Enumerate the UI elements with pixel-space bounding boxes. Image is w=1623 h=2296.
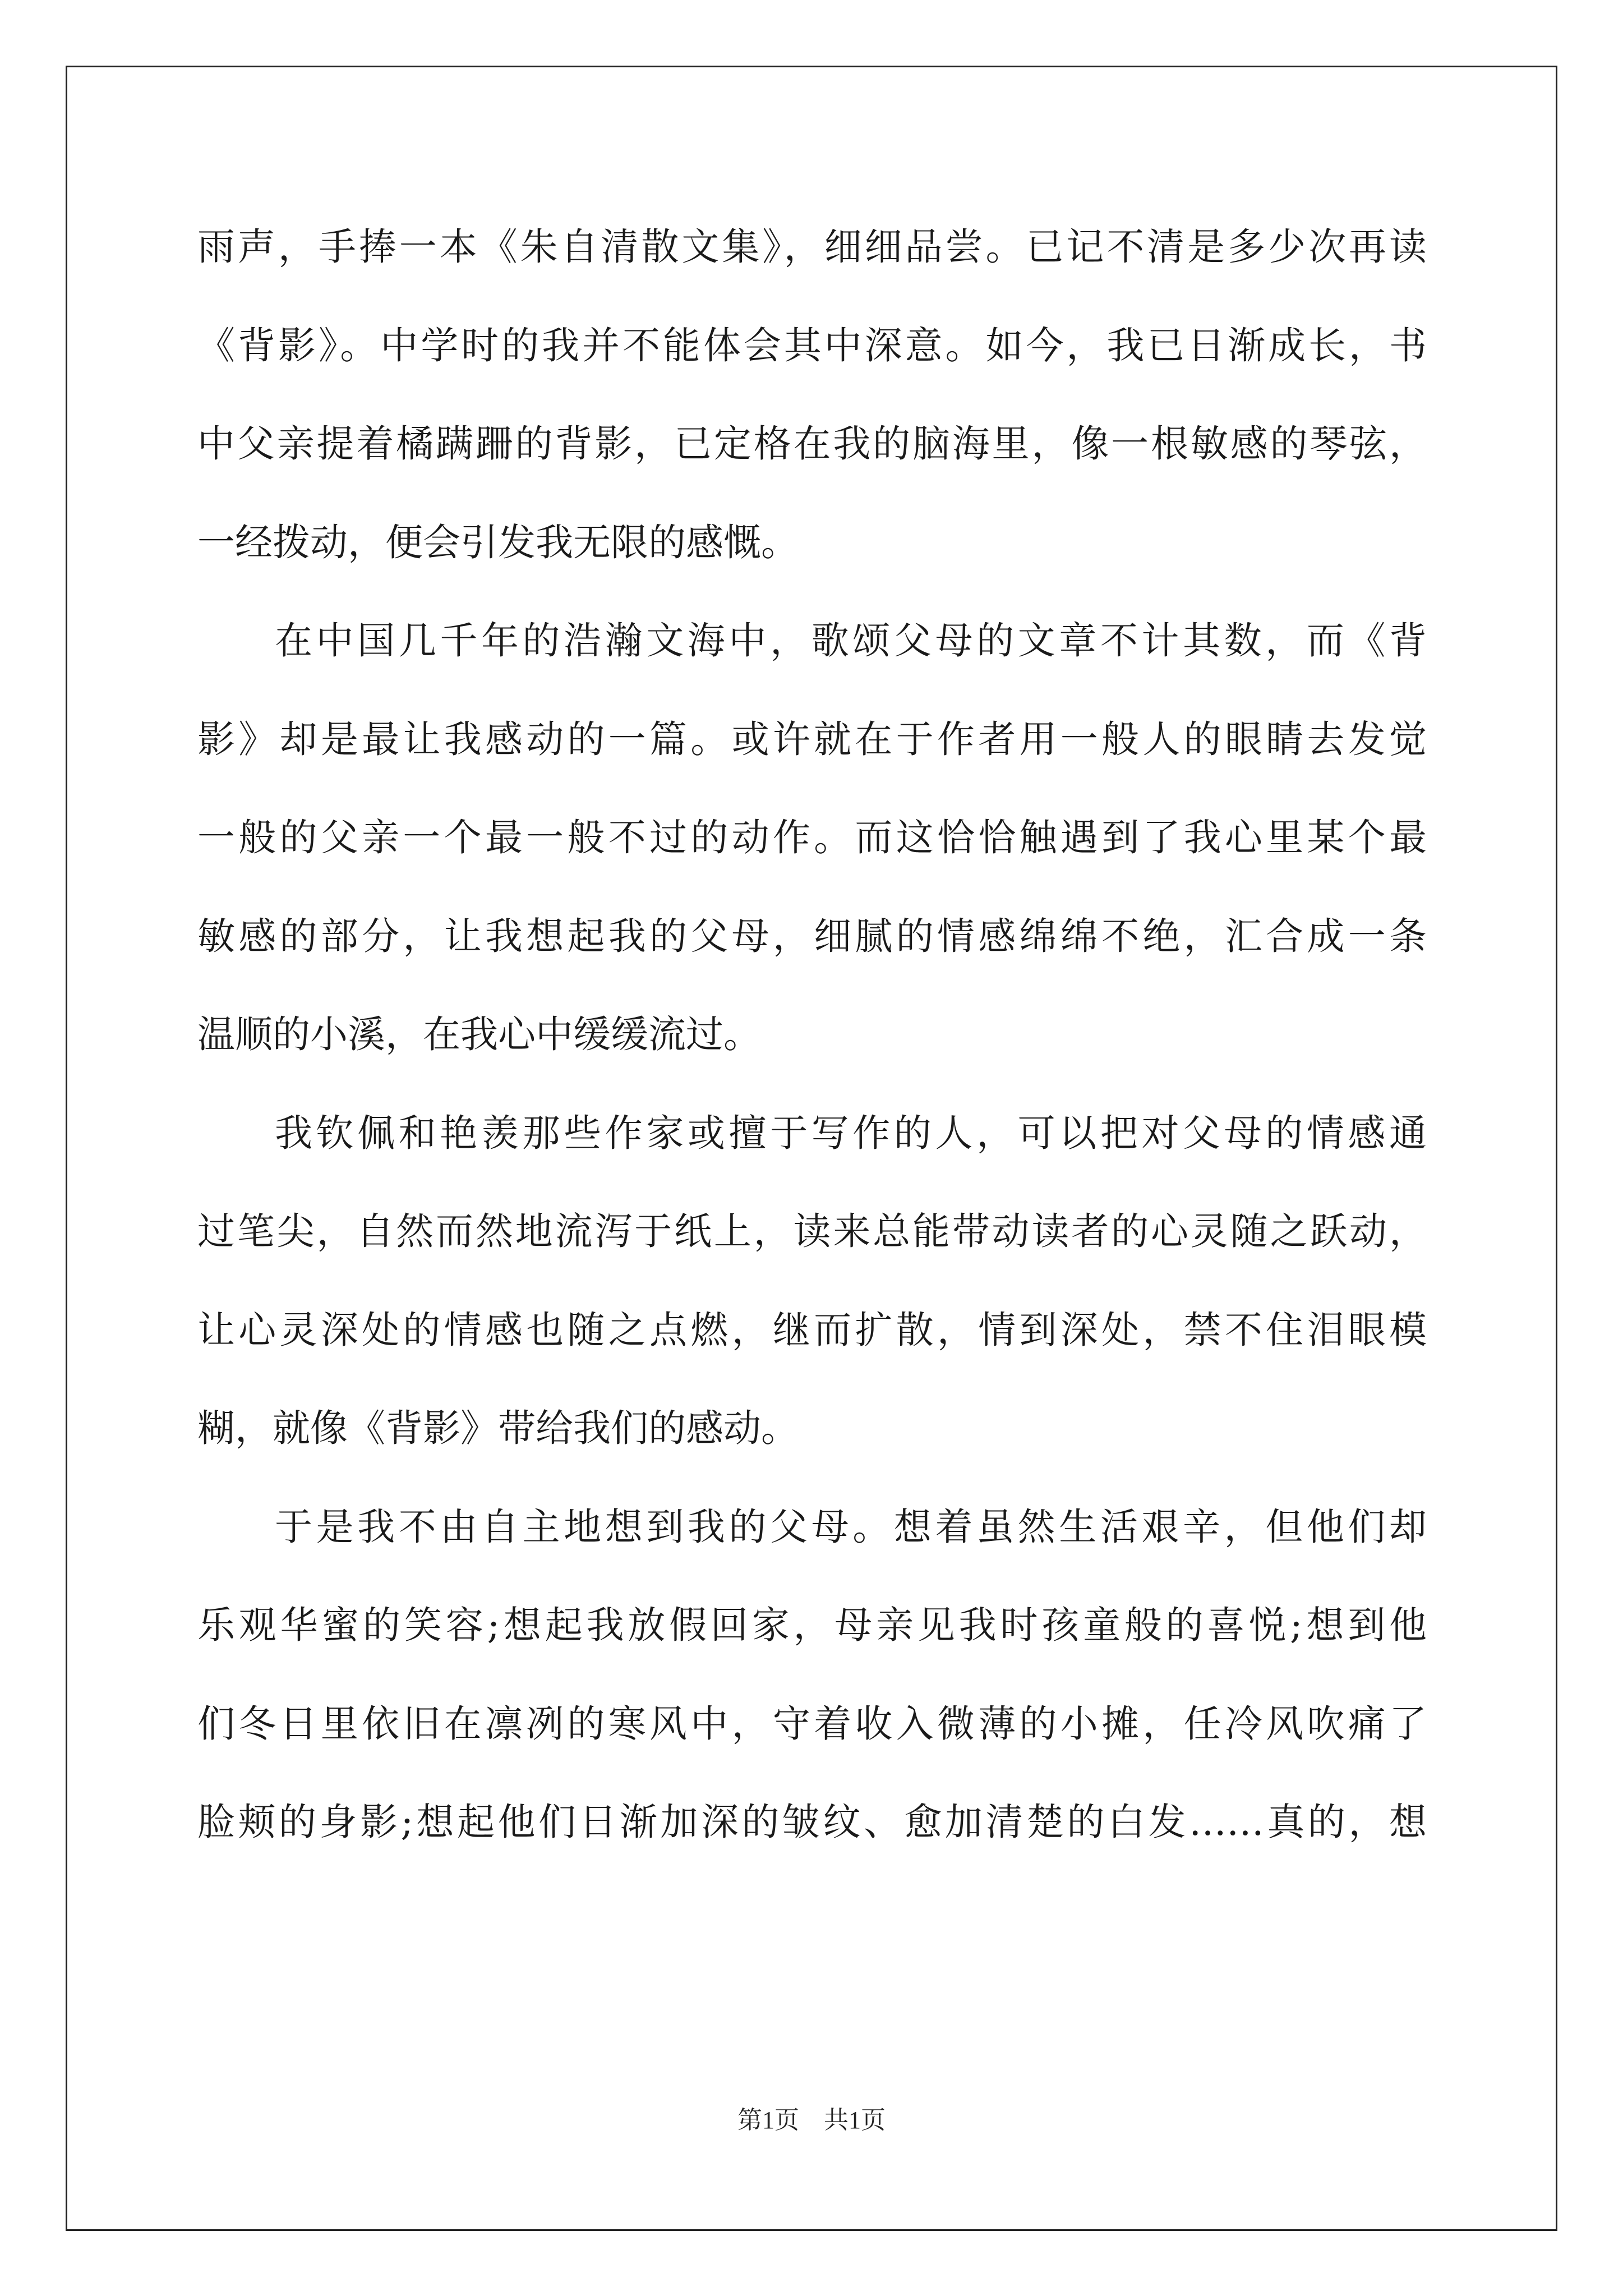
text-line: 影》却是最让我感动的一篇。或许就在于作者用一般人的眼睛去发觉 [197,717,1427,761]
text-line: 一般的父亲一个最一般不过的动作。而这恰恰触遇到了我心里某个最 [197,816,1427,859]
text-line: 我钦佩和艳羡那些作家或擅于写作的人，可以把对父母的情感通 [275,1111,1427,1155]
text-line: 在中国几千年的浩瀚文海中，歌颂父母的文章不计其数，而《背 [275,619,1427,662]
document-body [197,213,1427,1887]
paragraph-2 [197,607,1427,1099]
text-line: 雨声，手捧一本《朱自清散文集》，细细品尝。已记不清是多少次再读 [197,225,1427,269]
text-line: 中父亲提着橘蹒跚的背影，已定格在我的脑海里，像一根敏感的琴弦， [197,422,1427,466]
text-line: 糊，就像《背影》带给我们的感动。 [197,1406,799,1450]
page-number: 第1页 [737,2106,799,2134]
text-line: 敏感的部分，让我想起我的父母，细腻的情感绵绵不绝，汇合成一条 [197,914,1427,958]
paragraph-1 [197,213,1427,607]
text-line: 乐观华蜜的笑容;想起我放假回家，母亲见我时孩童般的喜悦;想到他 [197,1603,1427,1647]
paragraph-3 [197,1099,1427,1493]
text-line: 们冬日里依旧在凛冽的寒风中，守着收入微薄的小摊，任冷风吹痛了 [197,1701,1427,1746]
page-footer [0,2104,1623,2137]
text-line: 温顺的小溪，在我心中缓缓流过。 [197,1013,761,1056]
text-line: 一经拨动，便会引发我无限的感慨。 [197,520,799,564]
text-line: 于是我不由自主地想到我的父母。想着虽然生活艰辛，但他们却 [275,1504,1427,1549]
text-line: 让心灵深处的情感也随之点燃，继而扩散，情到深处，禁不住泪眼模 [197,1308,1427,1352]
text-line: 脸颊的身影;想起他们日渐加深的皱纹、愈加清楚的白发……真的，想 [197,1800,1427,1844]
text-line: 《背影》。中学时的我并不能体会其中深意。如今，我已日渐成长，书 [197,323,1427,367]
paragraph-4 [197,1493,1427,1887]
text-line: 过笔尖，自然而然地流泻于纸上，读来总能带动读者的心灵随之跃动， [197,1209,1427,1253]
page-total: 共1页 [824,2106,886,2134]
